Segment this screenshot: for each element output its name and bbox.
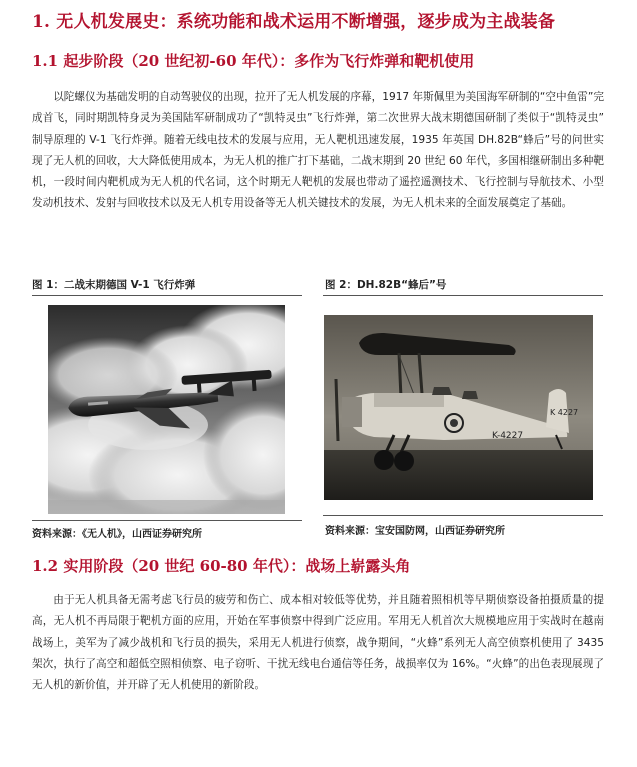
fin-marking: K 4227 <box>550 408 579 417</box>
section-1-1-paragraph: 以陀螺仪为基础发明的自动驾驶仪的出现，拉开了无人机发展的序幕，1917 年斯佩里为美国海军研制的“空中鱼雷”完成首飞，同时期凯特身灵为美国陆军研制成功了“凯特灵虫”飞行炸弹，第二次世界大战末期德国研制了类似于“凯特灵虫” 制导原理的 V-1 飞行炸弹。随着无线电技术的发展与应用，无人靶机迅速发展，1935 年英国 DH.82B“蜂后”号的问世实现了无人机的回收，大大降低使用成本，为无人机的推广打下基础，二战末期到 20 世纪 60 年代，多国相继研制出多种靶机，一段时间内靶机成为无人机的代名词，这个时期无人靶机的发展也带动了遥控遥测技术、飞行控制与导航技术、小型发动机技术、发射与回收技术以及无人机专用设备等无人机关键技术的发展，为无人机未来的全面发展奠定了基础。 <box>32 91 604 210</box>
figure-2-top-rule <box>323 295 603 296</box>
figure-2-title: 图 2：DH.82B“蜂后”号 <box>325 279 447 291</box>
figure-1-top-rule <box>32 295 302 296</box>
main-heading: 1. 无人机发展史：系统功能和战术运用不断增强，逐步成为主战装备 <box>32 12 556 32</box>
figure-2-dh82b-queen-bee-photo <box>324 315 593 500</box>
figure-2-source: 资料来源：宝安国防网，山西证券研究所 <box>325 526 505 537</box>
section-1-1-heading: 1.1 起步阶段（20 世纪初-60 年代）：多作为飞行炸弹和靶机使用 <box>32 52 475 70</box>
section-1-2-paragraph: 由于无人机具备无需考虑飞行员的疲劳和伤亡、成本相对较低等优势，并且随着照相机等早期侦察设备拍摄质量的提高，无人机不再局限于靶机方面的应用，开始在军事侦察中得到广泛应用。军用无人机首次大规模地应用于实战时在越南战场上，美军为了减少战机和飞行员的损失，采用无人机进行侦察，战争期间，“火蜂”系列无人高空侦察机使用了 3435 架次，执行了高空和超低空照相侦察、电子窃听、干扰无线电台通信等任务，战损率仅为 16%。“火蜂”的出色表现展现了无人机的新价值，并开辟了无人机使用的新阶段。 <box>32 594 604 692</box>
section-1-2-heading: 1.2 实用阶段（20 世纪 60-80 年代）：战场上崭露头角 <box>32 557 411 575</box>
figure-1-v1-flying-bomb-photo <box>48 305 285 514</box>
figure-1-source: 资料来源：《无人机》，山西证券研究所 <box>32 529 202 540</box>
figure-1-bottom-rule <box>32 520 302 521</box>
fuselage-marking: K-4227 <box>492 431 524 441</box>
figure-2-bottom-rule <box>323 515 603 516</box>
figure-1-title: 图 1：二战末期德国 V-1 飞行炸弹 <box>32 279 196 291</box>
